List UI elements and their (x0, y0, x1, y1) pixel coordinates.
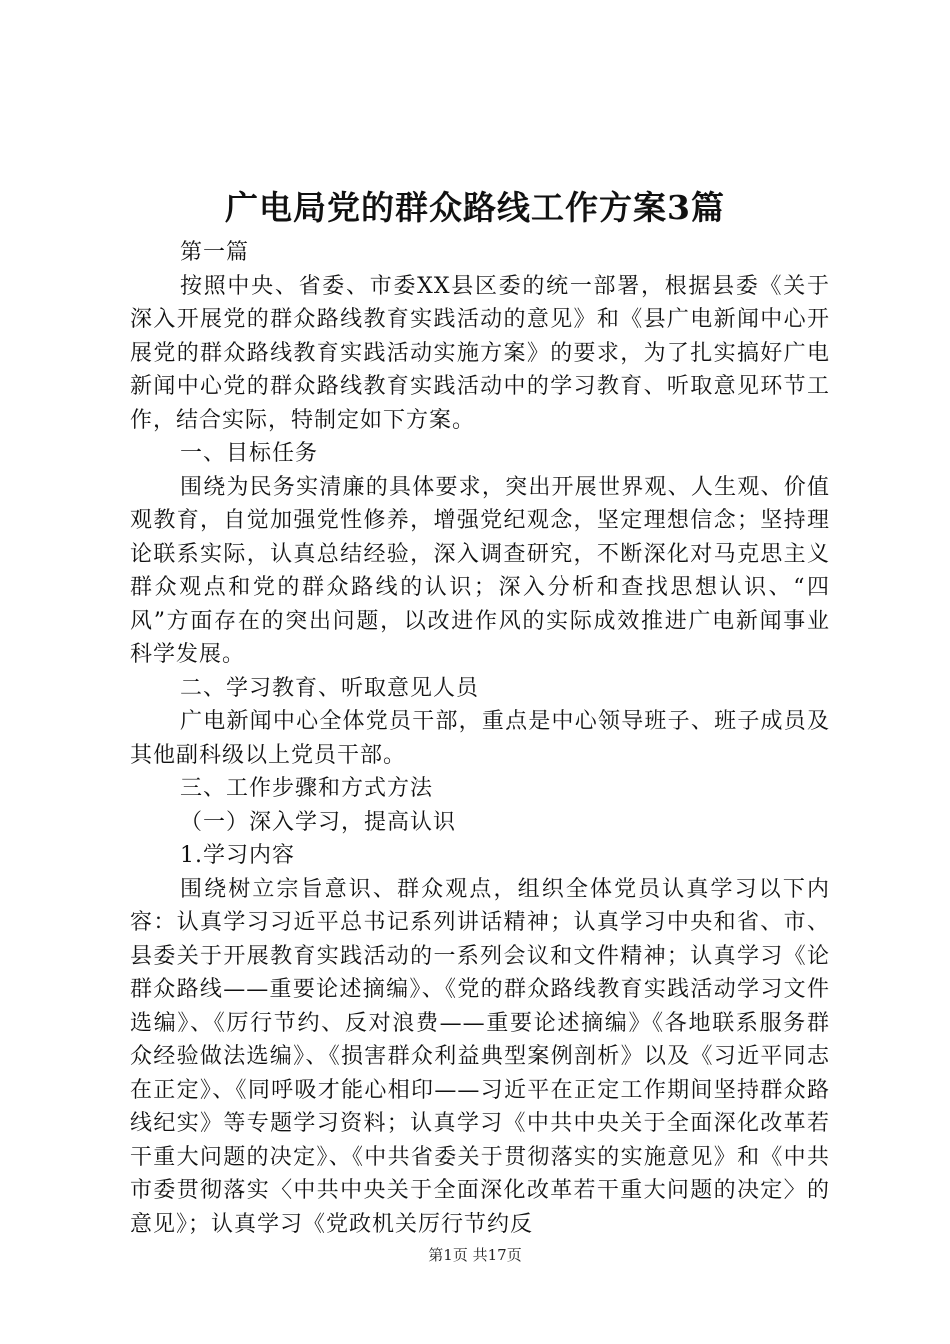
subsection-heading: 1.学习内容 (180, 843, 295, 868)
body-paragraph: 围绕为民务实清廉的具体要求，突出开展世界观、人生观、价值观教育，自觉加强党性修养，增强党纪观念，坚定理想信念；坚持理论联系实际，认真总结经验，深入调查研究，不断深化对马克思主义群众观点和党的群众路线的认识；深入分析和查找思想认识、“四风”方面存在的突出问题，以改进作风的实际成效推进广电新闻事业科学发展。 (130, 474, 830, 667)
page-footer: 第1页 共17页 (428, 1246, 522, 1264)
section-heading: 三、工作步骤和方式方法 (180, 776, 434, 801)
section-label: 第一篇 (180, 240, 250, 265)
subsection-heading: （一）深入学习，提高认识 (180, 809, 457, 835)
body-paragraph: 广电新闻中心全体党员干部，重点是中心领导班子、班子成员及其他副科级以上党员干部。 (130, 709, 830, 768)
body-paragraph: 按照中央、省委、市委XX县区委的统一部署，根据县委《关于深入开展党的群众路线教育实践活动的意见》和《县广电新闻中心开展党的群众路线教育实践活动实施方案》的要求，为了扎实搞好广电新闻中心党的群众路线教育实践活动中的学习教育、听取意见环节工作，结合实际，特制定如下方案。 (130, 273, 830, 433)
document-title: 广电局党的群众路线工作方案3篇 (225, 188, 725, 227)
document-body (130, 236, 830, 1241)
section-heading: 一、目标任务 (180, 441, 319, 466)
section-heading: 二、学习教育、听取意见人员 (180, 675, 480, 701)
body-paragraph: 围绕树立宗旨意识、群众观点，组织全体党员认真学习以下内容：认真学习习近平总书记系列讲话精神；认真学习中央和省、市、县委关于开展教育实践活动的一系列会议和文件精神；认真学习《论群众路线——重要论述摘编》、《党的群众路线教育实践活动学习文件选编》、《厉行节约、反对浪费——重要论述摘编》《各地联系服务群众经验做法选编》、《损害群众利益典型案例剖析》以及《习近平同志在正定》、《同呼吸才能心相印——习近平在正定工作期间坚持群众路线纪实》等专题学习资料；认真学习《中共中央关于全面深化改革若干重大问题的决定》、《中共省委关于贯彻落实的实施意见》和《中共市委贯彻落实〈中共中央关于全面深化改革若干重大问题的决定〉的意见》；认真学习《党政机关厉行节约反 (130, 876, 830, 1237)
